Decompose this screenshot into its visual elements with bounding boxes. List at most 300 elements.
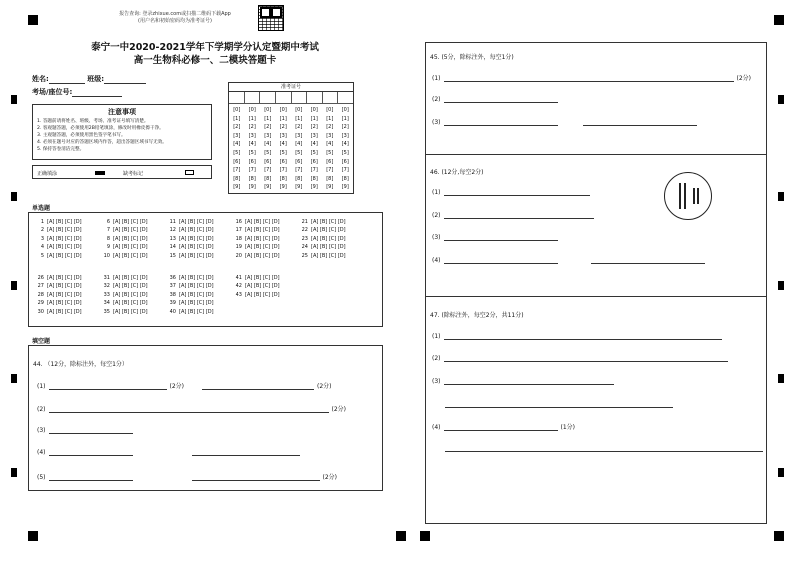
- choice-row[interactable]: [233, 291, 280, 299]
- digit-bubble[interactable]: [5]: [264, 149, 272, 156]
- choice-row[interactable]: [233, 226, 280, 234]
- digit-bubble[interactable]: [7]: [279, 167, 287, 174]
- timing-mark: [778, 468, 784, 477]
- answer-options[interactable]: [A] [B] [C] [D]: [113, 300, 148, 307]
- answer-options[interactable]: [A] [B] [C] [D]: [311, 219, 346, 225]
- choice-row[interactable]: [101, 291, 148, 299]
- digit-bubble[interactable]: [0]: [264, 107, 272, 113]
- q44-row-5: [37, 472, 337, 481]
- digit-bubble[interactable]: [1]: [295, 115, 303, 122]
- choice-row[interactable]: [101, 274, 148, 282]
- choice-row[interactable]: [167, 218, 214, 226]
- answer-blank[interactable]: [444, 355, 728, 362]
- digit-bubble[interactable]: [8]: [341, 175, 349, 182]
- row-number: (1): [432, 189, 441, 196]
- answer-options[interactable]: [A] [B] [C] [D]: [311, 227, 346, 234]
- choice-column: [299, 218, 346, 260]
- choice-row[interactable]: [233, 252, 280, 260]
- answer-options[interactable]: [A] [B] [C] [D]: [179, 283, 214, 290]
- points-label: (2分): [169, 383, 184, 390]
- notes-item: 5. 保持答卷清洁完整。: [37, 147, 85, 152]
- answer-options[interactable]: [A] [B] [C] [D]: [179, 244, 214, 251]
- row-number: (3): [37, 427, 46, 434]
- digit-bubble[interactable]: [4]: [295, 141, 303, 148]
- digit-bubble[interactable]: [5]: [326, 149, 334, 156]
- answer-blank[interactable]: [444, 119, 558, 126]
- notes-item: 1. 答题前请将姓名、班级、考场、准考证号填写清楚。: [37, 119, 149, 124]
- row-number: (2): [432, 96, 441, 103]
- question-number: 10: [103, 252, 110, 259]
- digit-bubble[interactable]: [6]: [233, 158, 241, 165]
- answer-blank[interactable]: [192, 449, 300, 456]
- q46-row-2: [432, 212, 597, 219]
- digit-bubble[interactable]: [0]: [326, 107, 334, 113]
- choice-row[interactable]: [299, 243, 346, 251]
- choice-column: [101, 218, 148, 260]
- choice-row[interactable]: [233, 243, 280, 251]
- exam-id-column[interactable]: [276, 106, 292, 192]
- answer-options[interactable]: [A] [B] [C] [D]: [245, 252, 280, 259]
- question-number: 29: [37, 300, 44, 307]
- answer-blank[interactable]: [202, 383, 314, 390]
- answer-options[interactable]: [A] [B] [C] [D]: [179, 308, 214, 315]
- timing-mark: [778, 192, 784, 201]
- choice-row[interactable]: [299, 218, 346, 226]
- digit-bubble[interactable]: [1]: [233, 115, 241, 122]
- absent-mark-checkbox[interactable]: [185, 170, 194, 175]
- digit-bubble[interactable]: [7]: [248, 167, 256, 174]
- digit-bubble[interactable]: [8]: [326, 175, 334, 182]
- choice-column: [233, 218, 280, 260]
- digit-bubble[interactable]: [3]: [264, 132, 272, 139]
- row-number: (2): [432, 212, 441, 219]
- digit-bubble[interactable]: [7]: [233, 167, 241, 174]
- choice-row[interactable]: [35, 291, 82, 299]
- answer-options[interactable]: [A] [B] [C] [D]: [113, 291, 148, 298]
- choice-row[interactable]: [35, 274, 82, 282]
- answer-options[interactable]: [A] [B] [C] [D]: [47, 252, 82, 259]
- registration-mark: [396, 531, 406, 541]
- choice-row[interactable]: [101, 243, 148, 251]
- choice-row[interactable]: [167, 226, 214, 234]
- choice-row[interactable]: [35, 235, 82, 243]
- answer-options[interactable]: [A] [B] [C] [D]: [179, 300, 214, 307]
- question-number: 1: [40, 219, 44, 225]
- timing-mark: [778, 374, 784, 383]
- digit-bubble[interactable]: [6]: [310, 158, 318, 165]
- choice-row[interactable]: [101, 308, 148, 316]
- single-choice-label: 单选题: [32, 205, 51, 212]
- digit-bubble[interactable]: [3]: [295, 132, 303, 139]
- q46-row-1: [432, 189, 593, 196]
- digit-bubble[interactable]: [0]: [341, 107, 349, 113]
- row-number: (4): [37, 449, 46, 456]
- answer-options[interactable]: [A] [B] [C] [D]: [47, 227, 82, 234]
- digit-bubble[interactable]: [7]: [264, 167, 272, 174]
- exam-id-column[interactable]: [260, 106, 276, 192]
- points-label: (2分): [736, 75, 751, 82]
- digit-bubble[interactable]: [8]: [264, 175, 272, 182]
- choice-row[interactable]: [101, 299, 148, 307]
- digit-bubble[interactable]: [9]: [310, 184, 318, 191]
- digit-bubble[interactable]: [8]: [310, 175, 318, 182]
- answer-options[interactable]: [A] [B] [C] [D]: [245, 283, 280, 290]
- answer-options[interactable]: [A] [B] [C] [D]: [179, 252, 214, 259]
- choice-row[interactable]: [101, 218, 148, 226]
- digit-bubble[interactable]: [6]: [264, 158, 272, 165]
- digit-bubble[interactable]: [0]: [248, 107, 256, 113]
- digit-bubble[interactable]: [1]: [248, 115, 256, 122]
- answer-blank[interactable]: [49, 427, 133, 434]
- timing-mark: [11, 192, 17, 201]
- choice-row[interactable]: [35, 226, 82, 234]
- answer-blank[interactable]: [445, 445, 763, 452]
- choice-row[interactable]: [101, 282, 148, 290]
- fill-blank-label: 填空题: [32, 338, 51, 345]
- timing-mark: [778, 281, 784, 290]
- exam-id-column[interactable]: [322, 106, 338, 192]
- report-notice-line1: 报告查询: 登录zhixue.com或扫描二维码下载App: [119, 11, 231, 17]
- question-number: 5: [40, 252, 44, 259]
- answer-options[interactable]: [A] [B] [C] [D]: [245, 227, 280, 234]
- correct-mark-label: 正确填涂: [37, 171, 58, 177]
- digit-bubble[interactable]: [2]: [233, 124, 241, 131]
- digit-bubble[interactable]: [4]: [279, 141, 287, 148]
- answer-blank[interactable]: [445, 401, 673, 408]
- question-number: 18: [235, 235, 242, 242]
- digit-bubble[interactable]: [9]: [233, 184, 241, 191]
- room-seat-field[interactable]: [72, 89, 122, 97]
- answer-options[interactable]: [A] [B] [C] [D]: [245, 235, 280, 242]
- answer-blank[interactable]: [444, 189, 590, 196]
- answer-blank[interactable]: [444, 424, 558, 431]
- digit-bubble[interactable]: [9]: [326, 184, 334, 191]
- question-number: 35: [103, 308, 110, 315]
- choice-row[interactable]: [233, 218, 280, 226]
- answer-options[interactable]: [A] [B] [C] [D]: [245, 244, 280, 251]
- answer-options[interactable]: [A] [B] [C] [D]: [47, 308, 82, 315]
- q46-header: 46. (12分,每空2分): [430, 169, 484, 176]
- answer-options[interactable]: [A] [B] [C] [D]: [179, 219, 214, 225]
- digit-bubble[interactable]: [4]: [248, 141, 256, 148]
- question-number: 25: [301, 252, 308, 259]
- section-divider: [426, 154, 766, 155]
- notes-item: 2. 客观题答题，必须使用2B铅笔填涂，修改时用橡皮擦干净。: [37, 126, 164, 131]
- digit-bubble[interactable]: [5]: [310, 149, 318, 156]
- digit-bubble[interactable]: [2]: [326, 124, 334, 131]
- answer-blank[interactable]: [444, 75, 734, 82]
- digit-bubble[interactable]: [2]: [310, 124, 318, 131]
- q46-row-3: [432, 234, 561, 241]
- question-number: 20: [235, 252, 242, 259]
- answer-options[interactable]: [A] [B] [C] [D]: [47, 300, 82, 307]
- digit-bubble[interactable]: [6]: [248, 158, 256, 165]
- exam-id-write-cells[interactable]: [229, 92, 353, 104]
- registration-mark: [774, 531, 784, 541]
- choice-column: [35, 218, 82, 260]
- name-field[interactable]: [49, 76, 85, 84]
- question-number: 2: [40, 227, 44, 234]
- answer-options[interactable]: [A] [B] [C] [D]: [47, 219, 82, 225]
- answer-blank[interactable]: [444, 96, 558, 103]
- choice-row[interactable]: [35, 282, 82, 290]
- exam-id-column[interactable]: [229, 106, 245, 192]
- answer-blank[interactable]: [444, 378, 614, 385]
- digit-bubble[interactable]: [9]: [341, 184, 349, 191]
- room-seat-row: [32, 87, 122, 97]
- class-field[interactable]: [104, 76, 146, 84]
- choice-row[interactable]: [299, 235, 346, 243]
- digit-bubble[interactable]: [7]: [326, 167, 334, 174]
- question-number: 30: [37, 308, 44, 315]
- report-notice: [100, 11, 250, 25]
- answer-options[interactable]: [A] [B] [C] [D]: [113, 244, 148, 251]
- exam-title: 泰宁一中2020-2021学年下学期学分认定暨期中考试: [91, 42, 319, 53]
- question-number: 13: [169, 235, 176, 242]
- question-number: 24: [301, 244, 308, 251]
- timing-mark: [778, 95, 784, 104]
- digit-bubble[interactable]: [7]: [341, 167, 349, 174]
- digit-bubble[interactable]: [6]: [341, 158, 349, 165]
- choice-row[interactable]: [101, 226, 148, 234]
- mark-legend: [32, 165, 212, 179]
- digit-bubble[interactable]: [4]: [326, 141, 334, 148]
- digit-bubble[interactable]: [8]: [233, 175, 241, 182]
- choice-row[interactable]: [101, 235, 148, 243]
- row-number: (4): [432, 424, 441, 431]
- digit-bubble[interactable]: [7]: [295, 167, 303, 174]
- q45-row-2: [432, 96, 561, 103]
- choice-column: [167, 218, 214, 260]
- digit-bubble[interactable]: [0]: [233, 107, 241, 113]
- digit-bubble[interactable]: [1]: [264, 115, 272, 122]
- q45-header: 45. (5分，除标注外，每空1分): [430, 54, 514, 61]
- digit-bubble[interactable]: [3]: [248, 132, 256, 139]
- exam-id-column[interactable]: [307, 106, 323, 192]
- question-number: 21: [301, 219, 308, 225]
- answer-options[interactable]: [A] [B] [C] [D]: [113, 308, 148, 315]
- answer-options[interactable]: [A] [B] [C] [D]: [113, 283, 148, 290]
- question-number: 8: [106, 235, 110, 242]
- digit-bubble[interactable]: [7]: [310, 167, 318, 174]
- answer-blank[interactable]: [49, 474, 133, 481]
- choice-row[interactable]: [101, 252, 148, 260]
- timing-mark: [11, 468, 17, 477]
- digit-bubble[interactable]: [4]: [264, 141, 272, 148]
- question-number: 39: [169, 300, 176, 307]
- digit-bubble[interactable]: [6]: [295, 158, 303, 165]
- question-number: 9: [106, 244, 110, 251]
- question-number: 40: [169, 308, 176, 315]
- digit-bubble[interactable]: [2]: [248, 124, 256, 131]
- question-number: 38: [169, 291, 176, 298]
- choice-row[interactable]: [167, 274, 214, 282]
- exam-id-bubbles[interactable]: [229, 104, 353, 192]
- answer-options[interactable]: [A] [B] [C] [D]: [113, 219, 148, 225]
- question-number: 26: [37, 275, 44, 281]
- answer-blank[interactable]: [444, 212, 594, 219]
- question-number: 17: [235, 227, 242, 234]
- digit-bubble[interactable]: [2]: [295, 124, 303, 131]
- question-number: 6: [106, 219, 110, 225]
- digit-bubble[interactable]: [6]: [279, 158, 287, 165]
- choice-row[interactable]: [167, 252, 214, 260]
- answer-options[interactable]: [A] [B] [C] [D]: [113, 235, 148, 242]
- answer-options[interactable]: [A] [B] [C] [D]: [47, 275, 82, 281]
- exam-id-column[interactable]: [291, 106, 307, 192]
- digit-bubble[interactable]: [5]: [295, 149, 303, 156]
- q44-row-2: [37, 404, 346, 413]
- digit-bubble[interactable]: [3]: [233, 132, 241, 139]
- exam-id-grid[interactable]: [228, 82, 354, 194]
- choice-row[interactable]: [35, 243, 82, 251]
- answer-options[interactable]: [A] [B] [C] [D]: [179, 291, 214, 298]
- q47-row-3: [432, 378, 617, 385]
- choice-row[interactable]: [35, 299, 82, 307]
- choice-row[interactable]: [167, 243, 214, 251]
- points-label: (2分): [317, 383, 332, 390]
- digit-bubble[interactable]: [3]: [341, 132, 349, 139]
- answer-blank[interactable]: [49, 406, 329, 413]
- choice-row[interactable]: [167, 291, 214, 299]
- class-label: 班级:: [87, 75, 105, 83]
- answer-options[interactable]: [A] [B] [C] [D]: [47, 244, 82, 251]
- digit-bubble[interactable]: [4]: [341, 141, 349, 148]
- chromosome-cell-diagram: [664, 172, 712, 220]
- digit-bubble[interactable]: [1]: [279, 115, 287, 122]
- choice-row[interactable]: [35, 308, 82, 316]
- digit-bubble[interactable]: [2]: [341, 124, 349, 131]
- digit-bubble[interactable]: [9]: [295, 184, 303, 191]
- answer-options[interactable]: [A] [B] [C] [D]: [179, 235, 214, 242]
- answer-options[interactable]: [A] [B] [C] [D]: [47, 283, 82, 290]
- digit-bubble[interactable]: [0]: [295, 107, 303, 113]
- choice-row[interactable]: [167, 235, 214, 243]
- question-number: 43: [235, 291, 242, 298]
- choice-row[interactable]: [233, 235, 280, 243]
- choice-row[interactable]: [167, 308, 214, 316]
- digit-bubble[interactable]: [5]: [279, 149, 287, 156]
- question-number: 11: [169, 219, 176, 225]
- digit-bubble[interactable]: [5]: [248, 149, 256, 156]
- digit-bubble[interactable]: [0]: [279, 107, 287, 113]
- answer-options[interactable]: [A] [B] [C] [D]: [311, 244, 346, 251]
- choice-row[interactable]: [167, 299, 214, 307]
- row-number: (1): [432, 75, 441, 82]
- answer-blank[interactable]: [49, 449, 133, 456]
- row-number: (3): [432, 119, 441, 126]
- exam-id-column[interactable]: [245, 106, 261, 192]
- answer-options[interactable]: [A] [B] [C] [D]: [245, 291, 280, 298]
- choice-row[interactable]: [167, 282, 214, 290]
- digit-bubble[interactable]: [9]: [264, 184, 272, 191]
- answer-options[interactable]: [A] [B] [C] [D]: [179, 227, 214, 234]
- digit-bubble[interactable]: [9]: [248, 184, 256, 191]
- exam-id-column[interactable]: [338, 106, 354, 192]
- points-label: (2分): [331, 406, 346, 413]
- digit-bubble[interactable]: [4]: [310, 141, 318, 148]
- answer-options[interactable]: [A] [B] [C] [D]: [47, 235, 82, 242]
- choice-column: [35, 274, 82, 316]
- digit-bubble[interactable]: [8]: [295, 175, 303, 182]
- answer-options[interactable]: [A] [B] [C] [D]: [113, 275, 148, 281]
- registration-mark: [420, 531, 430, 541]
- digit-bubble[interactable]: [1]: [310, 115, 318, 122]
- answer-blank[interactable]: [583, 119, 697, 126]
- q45-row-3: [432, 119, 700, 126]
- q47-row-2: [432, 355, 731, 362]
- choice-row[interactable]: [233, 274, 280, 282]
- digit-bubble[interactable]: [1]: [326, 115, 334, 122]
- digit-bubble[interactable]: [1]: [341, 115, 349, 122]
- question-number: 16: [235, 219, 242, 225]
- answer-options[interactable]: [A] [B] [C] [D]: [245, 219, 280, 225]
- question-number: 27: [37, 283, 44, 290]
- digit-bubble[interactable]: [9]: [279, 184, 287, 191]
- q47-header: 47. (除标注外，每空2分，共11分): [430, 312, 524, 319]
- answer-blank[interactable]: [444, 257, 558, 264]
- digit-bubble[interactable]: [8]: [279, 175, 287, 182]
- choice-row[interactable]: [233, 282, 280, 290]
- answer-options[interactable]: [A] [B] [C] [D]: [179, 275, 214, 281]
- digit-bubble[interactable]: [4]: [233, 141, 241, 148]
- answer-blank[interactable]: [444, 234, 558, 241]
- choice-row[interactable]: [35, 252, 82, 260]
- answer-blank[interactable]: [444, 333, 722, 340]
- report-notice-line2: (用户名和初始密码均为准考证号): [138, 18, 212, 24]
- choice-row[interactable]: [35, 218, 82, 226]
- choice-row[interactable]: [299, 226, 346, 234]
- answer-options[interactable]: [A] [B] [C] [D]: [47, 291, 82, 298]
- answer-options[interactable]: [A] [B] [C] [D]: [311, 235, 346, 242]
- answer-options[interactable]: [A] [B] [C] [D]: [113, 227, 148, 234]
- question-number: 3: [40, 235, 44, 242]
- answer-options[interactable]: [A] [B] [C] [D]: [245, 275, 280, 281]
- digit-bubble[interactable]: [5]: [233, 149, 241, 156]
- q44-header: 44. （12分，除标注外，每空1分）: [33, 361, 128, 368]
- question-number: 19: [235, 244, 242, 251]
- digit-bubble[interactable]: [3]: [326, 132, 334, 139]
- answer-blank[interactable]: [49, 383, 167, 390]
- notes-box: [32, 104, 212, 160]
- registration-mark: [28, 15, 38, 25]
- choice-column: [101, 274, 148, 316]
- answer-blank[interactable]: [192, 474, 320, 481]
- row-number: (1): [37, 383, 46, 390]
- digit-bubble[interactable]: [3]: [279, 132, 287, 139]
- digit-bubble[interactable]: [3]: [310, 132, 318, 139]
- answer-options[interactable]: [A] [B] [C] [D]: [311, 252, 346, 259]
- q45-row-1: [432, 73, 751, 82]
- digit-bubble[interactable]: [2]: [279, 124, 287, 131]
- q47-row-4-cont: [442, 445, 766, 452]
- digit-bubble[interactable]: [6]: [326, 158, 334, 165]
- digit-bubble[interactable]: [8]: [248, 175, 256, 182]
- question-number: 32: [103, 283, 110, 290]
- answer-blank[interactable]: [591, 257, 705, 264]
- digit-bubble[interactable]: [2]: [264, 124, 272, 131]
- row-number: (1): [432, 333, 441, 340]
- choice-row[interactable]: [299, 252, 346, 260]
- name-label: 姓名:: [32, 75, 49, 83]
- question-number: 23: [301, 235, 308, 242]
- question-number: 37: [169, 283, 176, 290]
- absent-mark-label: 缺考标记: [123, 171, 144, 177]
- question-number: 12: [169, 227, 176, 234]
- digit-bubble[interactable]: [5]: [341, 149, 349, 156]
- answer-options[interactable]: [A] [B] [C] [D]: [113, 252, 148, 259]
- digit-bubble[interactable]: [0]: [310, 107, 318, 113]
